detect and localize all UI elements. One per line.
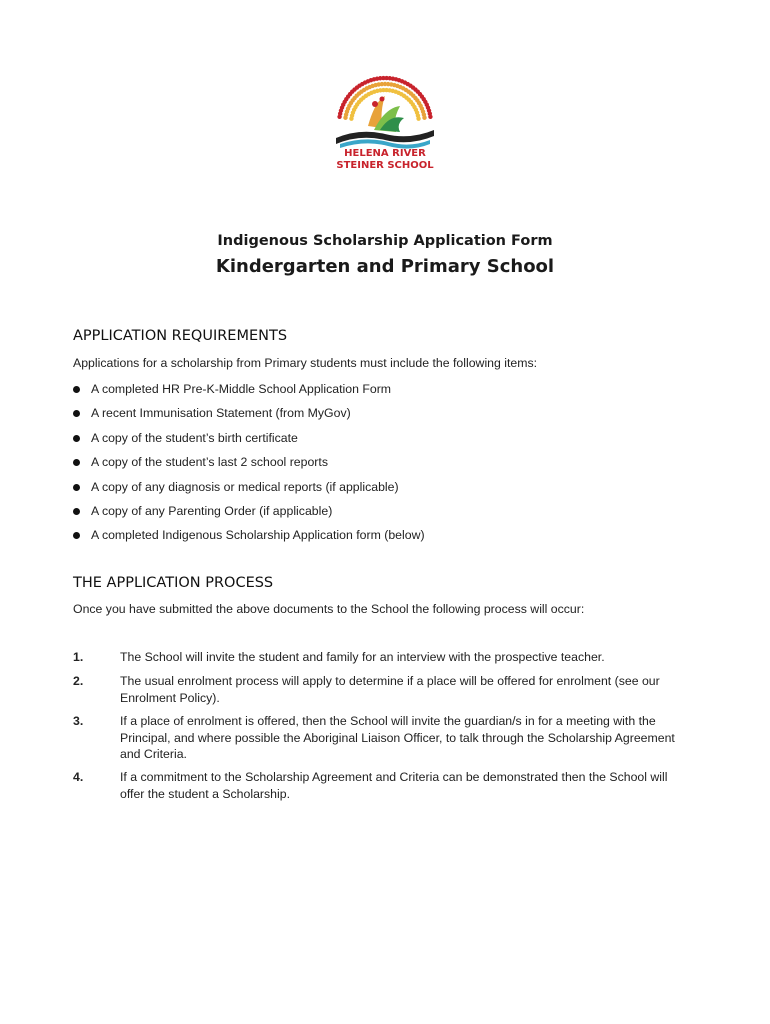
requirements-heading: APPLICATION REQUIREMENTS bbox=[73, 328, 288, 344]
process-heading: THE APPLICATION PROCESS bbox=[73, 575, 274, 591]
logo-line-2: STEINER SCHOOL bbox=[336, 160, 434, 171]
bullet-icon bbox=[73, 484, 80, 491]
process-intro: Once you have submitted the above documents to the School the following process will occur: bbox=[73, 602, 585, 616]
logo-wordmark bbox=[318, 148, 452, 172]
bullet-icon bbox=[73, 410, 80, 417]
bullet-icon bbox=[73, 386, 80, 393]
step-text: If a commitment to the Scholarship Agreement and Criteria can be demonstrated then the School will offer the student a Scholarship. bbox=[120, 770, 668, 801]
step-number: 2. bbox=[73, 674, 84, 688]
form-title: Indigenous Scholarship Application Form bbox=[217, 233, 553, 249]
step-text: If a place of enrolment is offered, then the School will invite the guardian/s in for a meeting with the Principal, and where possible the Aboriginal Liaison Officer, to talk through the Scholarship Agreement and Criteria. bbox=[120, 714, 675, 761]
step-number: 1. bbox=[73, 650, 84, 664]
bullet-icon bbox=[73, 532, 80, 539]
bullet-icon bbox=[73, 508, 80, 515]
step-number: 4. bbox=[73, 770, 84, 784]
form-subtitle: Kindergarten and Primary School bbox=[215, 256, 555, 277]
requirements-intro: Applications for a scholarship from Primary students must include the following items: bbox=[73, 356, 538, 370]
bullet-icon bbox=[73, 459, 80, 466]
bullet-icon bbox=[73, 435, 80, 442]
step-number: 3. bbox=[73, 714, 84, 728]
step-text: The usual enrolment process will apply to determine if a place will be offered for enrolment (see our Enrolment Policy). bbox=[120, 674, 660, 705]
logo-line-1: HELENA RIVER bbox=[344, 148, 426, 159]
step-text: The School will invite the student and family for an interview with the prospective teacher. bbox=[120, 650, 605, 664]
